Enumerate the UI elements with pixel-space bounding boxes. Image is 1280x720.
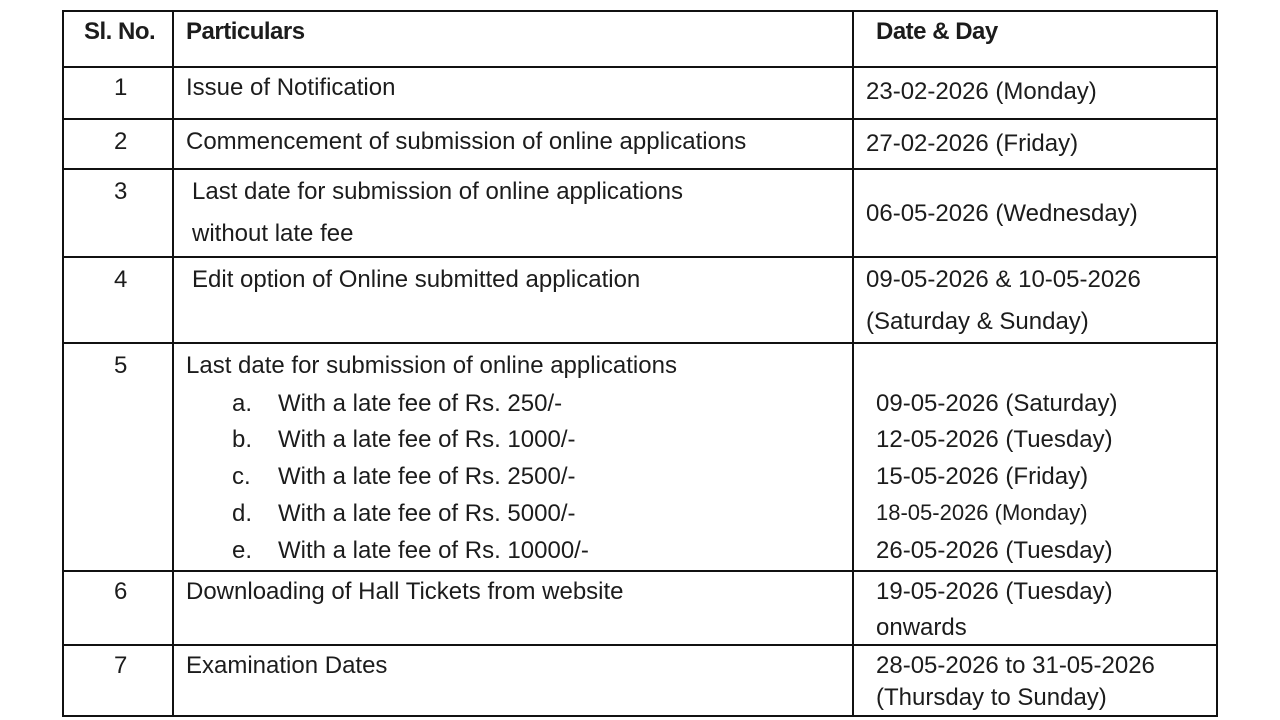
row-date: 27-02-2026 (Friday)	[866, 130, 1079, 157]
row-date-line1: 28-05-2026 to 31-05-2026	[876, 652, 1155, 679]
sub-item-letter: c.	[232, 463, 251, 490]
row-date: 23-02-2026 (Monday)	[866, 78, 1097, 105]
row-date-line1: 19-05-2026 (Tuesday)	[876, 578, 1113, 605]
row-particulars: Last date for submission of online applications	[186, 352, 677, 379]
row-date: 06-05-2026 (Wednesday)	[866, 200, 1138, 227]
table-header-row	[64, 12, 1216, 68]
sub-item-date: 12-05-2026 (Tuesday)	[876, 426, 1113, 453]
table-row	[64, 344, 1216, 572]
sub-item-date: 18-05-2026 (Monday)	[876, 500, 1088, 525]
header-cell-date	[854, 12, 1216, 66]
sub-item-date: 15-05-2026 (Friday)	[876, 463, 1089, 490]
column-divider	[852, 12, 854, 715]
sub-item-date: 26-05-2026 (Tuesday)	[876, 537, 1113, 564]
table-row	[64, 646, 1216, 717]
row-number: 1	[114, 74, 128, 101]
schedule-table	[62, 10, 1218, 717]
sub-item-text: With a late fee of Rs. 5000/-	[278, 500, 576, 527]
row-particulars: Issue of Notification	[186, 74, 396, 101]
row-particulars: Edit option of Online submitted application	[192, 266, 641, 293]
sub-item-letter: d.	[232, 500, 253, 527]
header-particulars: Particulars	[186, 18, 305, 45]
sub-item-letter: b.	[232, 426, 253, 453]
row-number: 3	[114, 178, 128, 205]
row-number: 7	[114, 652, 128, 679]
header-date: Date & Day	[876, 18, 998, 45]
sub-item-text: With a late fee of Rs. 1000/-	[278, 426, 576, 453]
row-date-line1: 09-05-2026 & 10-05-2026	[866, 266, 1141, 293]
row-particulars: Examination Dates	[186, 652, 388, 679]
row-date-line2: (Thursday to Sunday)	[876, 684, 1107, 711]
row-particulars: Downloading of Hall Tickets from website	[186, 578, 624, 605]
sub-item-text: With a late fee of Rs. 10000/-	[278, 537, 589, 564]
table-row	[64, 68, 1216, 120]
sub-item-text: With a late fee of Rs. 250/-	[278, 390, 563, 417]
row-particulars: Commencement of submission of online applications	[186, 128, 747, 155]
sub-item-date: 09-05-2026 (Saturday)	[876, 390, 1118, 417]
row-date-line2: (Saturday & Sunday)	[866, 308, 1089, 335]
sub-item-text: With a late fee of Rs. 2500/-	[278, 463, 576, 490]
column-divider	[172, 12, 174, 715]
row-particulars-line2: without late fee	[192, 220, 354, 247]
row-number: 4	[114, 266, 128, 293]
header-cell-particulars	[174, 12, 852, 66]
table-row	[64, 170, 1216, 258]
header-cell-sl	[64, 12, 172, 66]
row-number: 6	[114, 578, 128, 605]
row-date-line2: onwards	[876, 614, 967, 641]
table-row	[64, 258, 1216, 344]
header-sl: Sl. No.	[84, 18, 156, 45]
table-row	[64, 120, 1216, 170]
sub-item-letter: a.	[232, 390, 253, 417]
sub-item-letter: e.	[232, 537, 253, 564]
row-number: 2	[114, 128, 128, 155]
table-row	[64, 572, 1216, 646]
row-number: 5	[114, 352, 128, 379]
row-particulars-line1: Last date for submission of online applications	[192, 178, 683, 205]
